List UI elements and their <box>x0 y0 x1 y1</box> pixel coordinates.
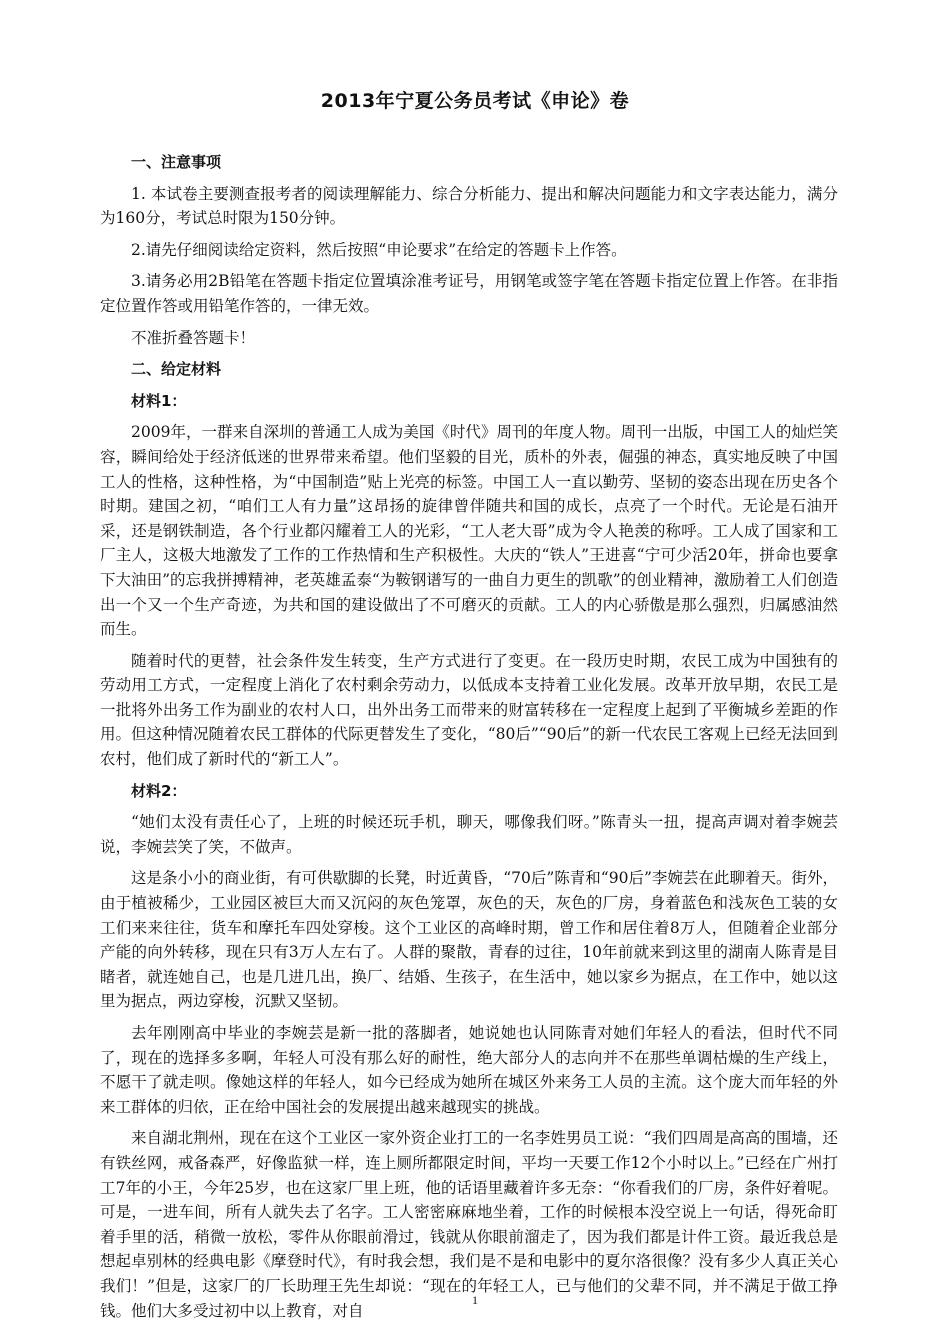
material-2-paragraph-4: 来自湖北荆州，现在在这个工业区一家外资企业打工的一名李姓男员工说：“我们四周是高高的围墙，还有铁丝网，戒备森严，好像监狱一样，连上厕所都限定时间，平均一天要工作12个小时以上。”已经在广州打工7年的小王，今年25岁，也在这家厂里上班，他的话语里藏着许多无奈：“你看我们的厂房，条件好着呢。可是，一进车间，所有人就失去了名字。工人密密麻麻地坐着，工作的时候根本没空说上一句话，得死命盯着手里的活，稍微一放松，零件从你眼前滑过，钱就从你眼前溜走了，因为我们都是计件工资。最近我总是想起卓别林的经典电影《摩登时代》，有时我会想，我们是不是和电影中的夏尔洛很像？没有多少人真正关心我们！”但是，这家厂的厂长助理王先生却说：“现在的年轻工人，已与他们的父辈不同，并不满足于做工挣钱。他们大多受过初中以上教育，对自 <box>100 1129 838 1320</box>
material-2-label: 材料2： <box>131 781 187 800</box>
document-body <box>100 150 838 1330</box>
notes-item-2: 2.请先仔细阅读给定资料，然后按照“申论要求”在给定的答题卡上作答。 <box>131 240 627 259</box>
material-1-paragraph-2: 随着时代的更替，社会条件发生转变，生产方式进行了变更。在一段历史时期，农民工成为中国独有的劳动用工方式，一定程度上消化了农村剩余劳动力，以低成本支持着工业化发展。改革开放早期，农民工是一批将外出务工作为副业的农村人口，出外出务工而带来的财富转移在一定程度上起到了平衡城乡差距的作用。但这种情况随着农民工群体的代际更替发生了变化，“80后”“90后”的新一代农民工客观上已经无法回到农村，他们成了新时代的“新工人”。 <box>100 651 838 769</box>
material-2-paragraph-2: 这是条小小的商业街，有可供歇脚的长凳，时近黄昏，“70后”陈青和“90后”李婉芸在此聊着天。街外，由于植被稀少，工业园区被巨大而又沉闷的灰色笼罩，灰色的天，灰色的厂房，身着蓝色和浅灰色工装的女工们来来往往，货车和摩托车四处穿梭。这个工业区的高峰时期，曾工作和居住着8万人，但随着企业部分产能的向外转移，现在只有3万人左右了。人群的聚散，青春的过往，10年前就来到这里的湖南人陈青是目睹者，就连她自己，也是几进几出，换厂、结婚、生孩子，在生活中，她以家乡为据点，在工作中，她以这里为据点，两边穿梭，沉默又坚韧。 <box>100 869 838 1011</box>
material-1-paragraph-1: 2009年，一群来自深圳的普通工人成为美国《时代》周刊的年度人物。周刊一出版，中国工人的灿烂笑容，瞬间给处于经济低迷的世界带来希望。他们坚毅的目光，质朴的外表，倔强的神态，真实地反映了中国工人的性格，这种性格，为“中国制造”贴上光亮的标签。中国工人一直以勤劳、坚韧的姿态出现在历史各个时期。建国之初，“咱们工人有力量”这昂扬的旋律曾伴随共和国的成长，点亮了一个时代。无论是石油开采，还是钢铁制造，各个行业都闪耀着工人的光彩，“工人老大哥”成为令人艳羡的称呼。工人成了国家和工厂主人，这极大地激发了工作的工作热情和生产积极性。大庆的“铁人”王进喜“宁可少活20年，拼命也要拿下大油田”的忘我拼搏精神，老英雄孟泰“为鞍钢谱写的一曲自力更生的凯歌”的创业精神，激励着工人们创造出一个又一个生产奇迹，为共和国的建设做出了不可磨灭的贡献。工人的内心骄傲是那么强烈，归属感油然而生。 <box>100 423 838 639</box>
notes-item-3: 3.请务必用2B铅笔在答题卡指定位置填涂准考证号，用钢笔或签字笔在答题卡指定位置上作答。在非指定位置作答或用铅笔作答的，一律无效。 <box>100 272 838 315</box>
section-heading-materials: 二、给定材料 <box>131 360 222 379</box>
material-2-paragraph-1: “她们太没有责任心了，上班的时候还玩手机，聊天，哪像我们呀。”陈青头一扭，提高声调对着李婉芸说，李婉芸笑了笑，不做声。 <box>100 813 838 856</box>
notes-item-4: 不准折叠答题卡！ <box>131 328 256 347</box>
page-number: 1 <box>472 1293 478 1307</box>
section-heading-notes: 一、注意事项 <box>131 153 222 171</box>
material-2-paragraph-3: 去年刚刚高中毕业的李婉芸是新一批的落脚者，她说她也认同陈青对她们年轻人的看法，但时代不同了，现在的选择多多啊，年轻人可没有那么好的耐性，绝大部分人的志向并不在那些单调枯燥的生产线上，不愿干了就走呗。像她这样的年轻人，如今已经成为她所在城区外来务工人员的主流。这个庞大而年轻的外来工群体的归依，正在给中国社会的发展提出越来越现实的挑战。 <box>100 1024 838 1116</box>
notes-item-1: 1. 本试卷主要测查报考者的阅读理解能力、综合分析能力、提出和解决问题能力和文字表达能力，满分为160分，考试总时限为150分钟。 <box>100 184 838 228</box>
document-title: 2013年宁夏公务员考试《申论》卷 <box>320 90 630 112</box>
material-1-label: 材料1： <box>131 391 187 410</box>
